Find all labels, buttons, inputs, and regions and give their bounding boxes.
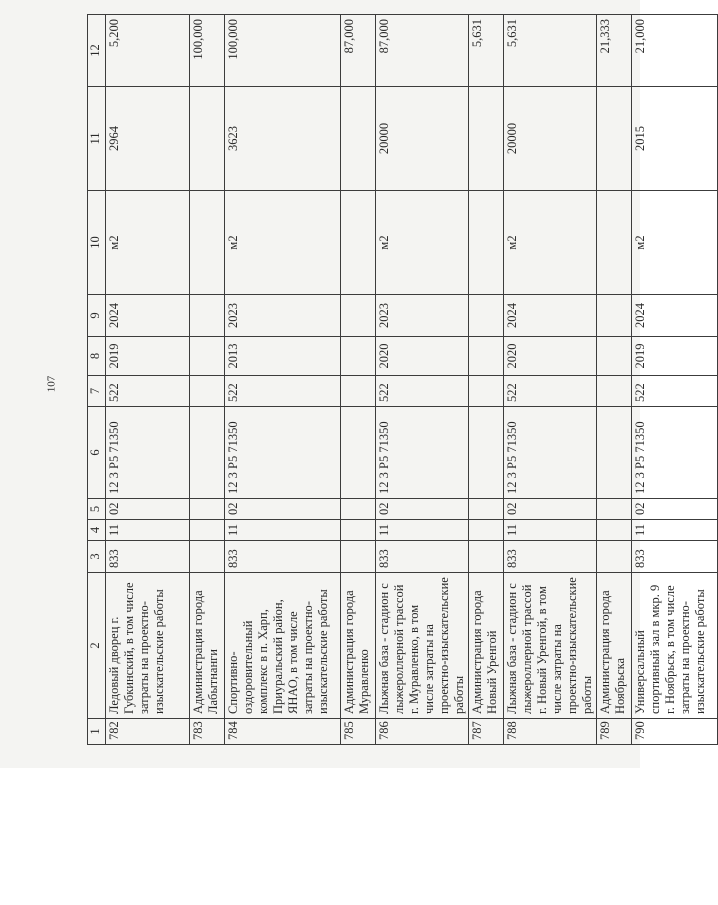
item-name: Спортивно-оздоровительный комплекс в п. Харп, Приуральский район, ЯНАО, в том числе затраты на проектно-изыскательские работы (225, 573, 341, 719)
cell-col5: 02 (504, 499, 597, 520)
cell-col11 (190, 87, 225, 191)
cell-col6: 12 3 P5 71350 (376, 407, 469, 499)
table-row (190, 15, 225, 745)
column-number: 2 (88, 573, 106, 719)
cell-col8 (469, 337, 504, 376)
cell-col11: 2015 (632, 87, 718, 191)
cell-col6 (469, 407, 504, 499)
cell-col6: 12 3 P5 71350 (632, 407, 718, 499)
column-number: 10 (88, 191, 106, 295)
cell-col12: 5,631 (504, 15, 597, 87)
cell-col3: 833 (504, 541, 597, 573)
cell-col10: м2 (225, 191, 341, 295)
column-number: 11 (88, 87, 106, 191)
cell-col3: 833 (632, 541, 718, 573)
cell-col7 (341, 376, 376, 407)
column-number: 8 (88, 337, 106, 376)
cell-col12: 100,000 (225, 15, 341, 87)
column-number: 6 (88, 407, 106, 499)
cell-col10 (190, 191, 225, 295)
cell-col6 (597, 407, 632, 499)
row-number: 785 (341, 719, 376, 745)
cell-col3: 833 (106, 541, 190, 573)
cell-col8: 2013 (225, 337, 341, 376)
cell-col10 (469, 191, 504, 295)
cell-col4: 11 (225, 520, 341, 541)
cell-col3 (341, 541, 376, 573)
item-name: Администрация города Ноябрьска (597, 573, 632, 719)
cell-col7: 522 (376, 376, 469, 407)
cell-col12: 5,631 (469, 15, 504, 87)
cell-col3 (597, 541, 632, 573)
cell-col7 (469, 376, 504, 407)
cell-col10: м2 (106, 191, 190, 295)
cell-col12: 87,000 (341, 15, 376, 87)
cell-col3: 833 (376, 541, 469, 573)
cell-col8 (341, 337, 376, 376)
cell-col6: 12 3 P5 71350 (106, 407, 190, 499)
row-number: 790 (632, 719, 718, 745)
column-number: 3 (88, 541, 106, 573)
column-number: 1 (88, 719, 106, 745)
cell-col12: 21,333 (597, 15, 632, 87)
cell-col7: 522 (632, 376, 718, 407)
cell-col4: 11 (106, 520, 190, 541)
cell-col9: 2024 (632, 295, 718, 337)
column-number: 7 (88, 376, 106, 407)
cell-col3: 833 (225, 541, 341, 573)
cell-col9: 2023 (225, 295, 341, 337)
cell-col8: 2019 (106, 337, 190, 376)
table-row (504, 15, 597, 745)
row-number: 782 (106, 719, 190, 745)
cell-col7: 522 (106, 376, 190, 407)
cell-col7 (190, 376, 225, 407)
cell-col11 (341, 87, 376, 191)
cell-col9: 2024 (106, 295, 190, 337)
column-number-row (88, 15, 106, 745)
table-row (225, 15, 341, 745)
cell-col5: 02 (225, 499, 341, 520)
cell-col5 (597, 499, 632, 520)
column-number: 9 (88, 295, 106, 337)
cell-col4 (469, 520, 504, 541)
cell-col11: 2964 (106, 87, 190, 191)
cell-col9: 2024 (504, 295, 597, 337)
table-row (632, 15, 718, 745)
cell-col4 (597, 520, 632, 541)
budget-table (87, 14, 718, 745)
cell-col6: 12 3 P5 71350 (504, 407, 597, 499)
item-name: Администрация города Муравленко (341, 573, 376, 719)
cell-col7 (597, 376, 632, 407)
cell-col10 (341, 191, 376, 295)
page-number: 107 (45, 375, 58, 393)
cell-col9 (341, 295, 376, 337)
cell-col9 (190, 295, 225, 337)
cell-col5: 02 (376, 499, 469, 520)
item-name: Лыжная база - стадион с лыжероллерной трассой г. Новый Уренгой, в том числе затраты на проектно-изыскательские работы (504, 573, 597, 719)
cell-col10 (597, 191, 632, 295)
cell-col4: 11 (632, 520, 718, 541)
table-row (341, 15, 376, 745)
row-number: 784 (225, 719, 341, 745)
cell-col7: 522 (225, 376, 341, 407)
cell-col11: 20000 (376, 87, 469, 191)
column-number: 4 (88, 520, 106, 541)
row-number: 787 (469, 719, 504, 745)
cell-col6 (341, 407, 376, 499)
row-number: 783 (190, 719, 225, 745)
cell-col9 (469, 295, 504, 337)
row-number: 788 (504, 719, 597, 745)
cell-col12: 5,200 (106, 15, 190, 87)
item-name: Администрация города Новый Уренгой (469, 573, 504, 719)
cell-col4 (190, 520, 225, 541)
item-name: Универсальный спортивный зал в мкр. 9 г. Ноябрьск, в том числе затраты на проектно-изыскательские работы (632, 573, 718, 719)
table-row (376, 15, 469, 745)
cell-col5 (190, 499, 225, 520)
cell-col3 (190, 541, 225, 573)
cell-col6 (190, 407, 225, 499)
cell-col9 (597, 295, 632, 337)
table-row (106, 15, 190, 745)
cell-col8: 2020 (504, 337, 597, 376)
cell-col9: 2023 (376, 295, 469, 337)
cell-col10: м2 (376, 191, 469, 295)
cell-col4: 11 (504, 520, 597, 541)
cell-col7: 522 (504, 376, 597, 407)
cell-col8 (597, 337, 632, 376)
cell-col11: 20000 (504, 87, 597, 191)
cell-col12: 21,000 (632, 15, 718, 87)
item-name: Администрация города Лабытнанги (190, 573, 225, 719)
cell-col12: 87,000 (376, 15, 469, 87)
cell-col6: 12 3 P5 71350 (225, 407, 341, 499)
cell-col3 (469, 541, 504, 573)
cell-col4 (341, 520, 376, 541)
cell-col8: 2019 (632, 337, 718, 376)
cell-col8 (190, 337, 225, 376)
cell-col11 (469, 87, 504, 191)
column-number: 5 (88, 499, 106, 520)
row-number: 786 (376, 719, 469, 745)
item-name: Ледовый дворец г. Губкинский, в том числе затраты на проектно-изыскательские работы (106, 573, 190, 719)
cell-col10: м2 (632, 191, 718, 295)
cell-col5: 02 (632, 499, 718, 520)
cell-col5 (341, 499, 376, 520)
row-number: 789 (597, 719, 632, 745)
cell-col11 (597, 87, 632, 191)
table-row (469, 15, 504, 745)
item-name: Лыжная база - стадион с лыжероллерной трассой г. Муравленко, в том числе затраты на проектно-изыскательские работы (376, 573, 469, 719)
table-row (597, 15, 632, 745)
cell-col11: 3623 (225, 87, 341, 191)
cell-col4: 11 (376, 520, 469, 541)
cell-col8: 2020 (376, 337, 469, 376)
cell-col5: 02 (106, 499, 190, 520)
cell-col10: м2 (504, 191, 597, 295)
column-number: 12 (88, 15, 106, 87)
cell-col12: 100,000 (190, 15, 225, 87)
cell-col5 (469, 499, 504, 520)
rotated-table-wrapper (87, 15, 707, 745)
